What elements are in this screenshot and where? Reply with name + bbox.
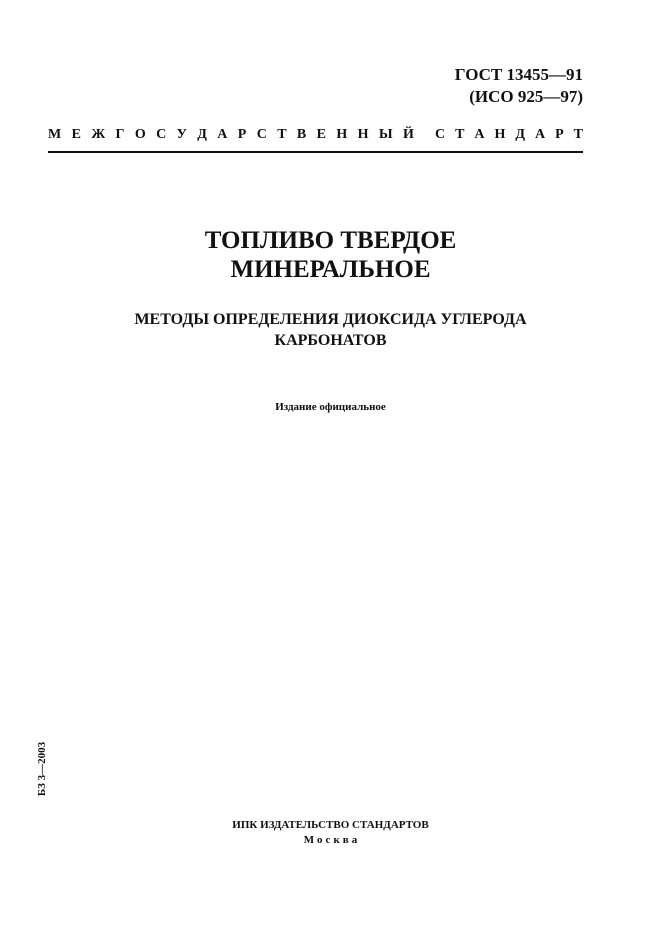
category-letter: У (176, 127, 187, 142)
category-letter: Т (455, 127, 465, 142)
category-letter: Д (515, 127, 525, 142)
iso-number: (ИСО 925—97) (469, 87, 583, 106)
category-letter: Е (71, 127, 81, 142)
standard-category (48, 127, 583, 143)
gost-number: ГОСТ 13455—91 (454, 65, 583, 84)
category-letter: В (296, 127, 307, 142)
category-letter: С (256, 127, 267, 142)
title-line-2: МИНЕРАЛЬНОЕ (230, 256, 431, 283)
category-letter: Т (277, 127, 287, 142)
category-letter: А (217, 127, 228, 142)
category-letter: Р (555, 127, 564, 142)
category-word-standard (435, 127, 583, 143)
category-letter: Д (197, 127, 207, 142)
subtitle-line-1: МЕТОДЫ ОПРЕДЕЛЕНИЯ ДИОКСИДА УГЛЕРОДА (134, 311, 527, 328)
side-code-block (33, 741, 49, 797)
document-title (0, 226, 661, 284)
header-divider (48, 151, 583, 153)
category-letter: Е (316, 127, 326, 142)
edition-label: Издание официальное (275, 401, 386, 413)
category-letter: Н (494, 127, 506, 142)
category-word-interstate (48, 127, 414, 143)
category-letter: О (134, 127, 146, 142)
category-letter: Ж (91, 127, 106, 142)
category-letter: Ы (378, 127, 393, 142)
publisher-name: ИПК ИЗДАТЕЛЬСТВО СТАНДАРТОВ (232, 819, 429, 831)
standard-designation (455, 64, 583, 108)
side-code-text: БЗ 3—2003 (36, 741, 49, 797)
category-letter: Р (237, 127, 247, 142)
title-line-1: ТОПЛИВО ТВЕРДОЕ (204, 227, 457, 254)
subtitle-line-2: КАРБОНАТОВ (274, 332, 387, 349)
document-subtitle (0, 309, 661, 351)
category-letter: Н (336, 127, 348, 142)
category-letter: Г (115, 127, 125, 142)
category-letter: Й (403, 127, 414, 142)
category-letter: С (156, 127, 167, 142)
category-letter: А (534, 127, 546, 142)
category-letter: М (48, 127, 62, 142)
category-letter: С (435, 127, 446, 142)
category-letter: Н (357, 127, 369, 142)
publisher-city: Москва (303, 834, 361, 846)
category-letter: А (474, 127, 485, 142)
category-letter: Т (573, 127, 583, 142)
publisher-block (0, 818, 661, 848)
